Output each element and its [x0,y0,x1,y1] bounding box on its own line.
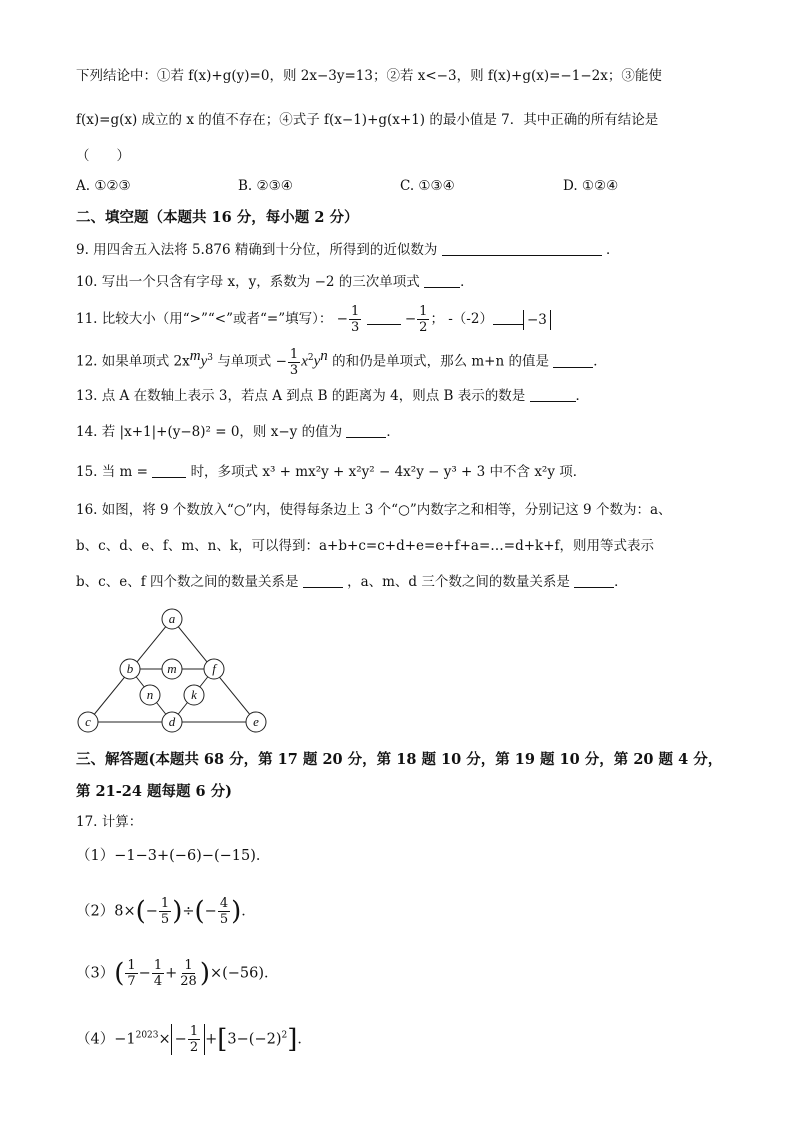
q16-line3: b、c、e、f 四个数之间的数量关系是 ，a、m、d 三个数之间的数量关系是 ． [76,574,628,590]
q17-part2: （2）8×(− $\frac{1}{5}$ )÷(− $\frac{4}{5}$ )． [76,896,256,927]
node-label-c: c [85,714,91,729]
option-c[interactable]: C. ①③④ [400,178,455,194]
fraction-1-2: $\frac{1}{2}$ [419,304,428,335]
q8-answer-paren: （ ） [76,148,130,164]
fraction-1-3b: $\frac{1}{3}$ [289,346,299,378]
q15-blank[interactable] [152,463,186,478]
q17-part3: （3）( $\frac{1}{7}$ − $\frac{1}{4}$ + $\frac{1}{28}$ )×(−56)． [76,958,279,989]
q10-blank[interactable] [424,273,460,288]
q9-blank[interactable] [442,241,602,256]
option-d[interactable]: D. ①②④ [563,178,619,194]
part2-label: （2） [76,903,115,920]
part1-expr: −1−3+(−6)−(−15)． [114,848,271,864]
q15-text-b: 时，多项式 x³ + mx²y + x²y² − 4x²y − y³ + 3 中不含 x²y 项． [190,464,587,480]
section3-heading-1: 三、解答题(本题共 68 分，第 17 题 20 分，第 18 题 10 分，第 19 题 10 分，第 20 题 4 分， [76,751,723,768]
node-label-m: m [167,661,177,676]
section3-heading-2: 第 21-24 题每题 6 分) [76,783,233,800]
option-a[interactable]: A. ①②③ [76,178,131,194]
q10-text: 10. 写出一个只含有字母 x，y，系数为 −2 的三次单项式 [76,274,420,290]
part1-label: （1） [76,848,115,864]
q15-text-a: 15. 当 m = [76,464,148,480]
q8-line1: 下列结论中：①若 f(x)+g(y)=0，则 2x−3y=13；②若 x<−3，则 f(x)+g(x)=−1−2x；③能使 [76,68,662,84]
fraction-1-3: $\frac{1}{3}$ [350,304,360,335]
q14-text: 14. 若 |x+1|+(y−8)² = 0，则 x−y 的值为 [76,424,343,440]
q16-blank-2[interactable] [574,573,614,588]
node-label-k: k [191,687,197,702]
q9: 9. 用四舍五入法将 5.876 精确到十分位，所得到的近似数为 ． [76,242,620,258]
part4-label: （4） [76,1031,115,1048]
q12-text-b: 与单项式 [217,353,272,370]
q12-text-a: 12. 如果单项式 2x [76,353,190,370]
part3-label: （3） [76,965,115,982]
q8-line2: f(x)=g(x) 成立的 x 的值不存在；④式子 f(x−1)+g(x+1) 的最小值是 7．其中正确的所有结论是 [76,112,659,128]
q12: 12. 如果单项式 $2x^my^3$ 与单项式 − $\frac{1}{3}$ $x^2y^n$ 的和仍是单项式，那么 m+n 的值是 ． [76,346,607,378]
q10: 10. 写出一个只含有字母 x，y，系数为 −2 的三次单项式 ． [76,274,474,290]
q16-blank-1[interactable] [303,573,343,588]
q11-text: 11. 比较大小（用“>”“<”或者“=”填写）： [76,311,333,327]
q9-text: 9. 用四舍五入法将 5.876 精确到十分位，所得到的近似数为 [76,242,438,258]
node-label-d: d [168,714,176,729]
q16-text-b: ，a、m、d 三个数之间的数量关系是 [347,574,570,590]
q15 [76,462,586,482]
node-label-a: a [168,611,176,626]
q13: 13. 点 A 在数轴上表示 3，若点 A 到点 B 的距离为 4，则点 B 表示的数是 ． [76,388,589,404]
q11-blank-2[interactable] [493,310,523,325]
q13-blank[interactable] [530,387,576,402]
q16-line1: 16. 如图，将 9 个数放入“○”内，使得每条边上 3 个“○”内数字之和相等，分别记这 9 个数为：a、 [76,502,672,518]
q17-part1 [76,846,270,866]
q16-text-a: b、c、e、f 四个数之间的数量关系是 [76,574,299,590]
q12-blank[interactable] [553,353,593,368]
q11-blank-1[interactable] [367,310,401,325]
option-b[interactable]: B. ②③④ [238,178,293,194]
node-label-b: b [126,661,134,676]
node-label-f: f [212,661,216,676]
triangle-diagram [74,605,274,737]
q17-part4: $(4)-1^{2023}\times$ − $\frac{1}{2}$ $+[3-(-2)^2]$． [76,1024,312,1055]
node-label-e: e [253,714,259,729]
q13-text: 13. 点 A 在数轴上表示 3，若点 A 到点 B 的距离为 4，则点 B 表示的数是 [76,388,526,404]
section2-heading: 二、填空题（本题共 16 分，每小题 2 分） [76,209,359,226]
node-label-n: n [146,687,154,702]
q11: 11. 比较大小（用“>”“<”或者“=”填写）： − $\frac{1}{3}$ − $\frac{1}{2}$ ； -（-2） −3 [76,304,551,335]
q16-line2: b、c、d、e、f、m、n、k，可以得到：a+b+c=c+d+e=e+f+a=…=d+k+f，则用等式表示 [76,538,655,554]
q14-blank[interactable] [346,423,386,438]
q14: 14. 若 |x+1|+(y−8)² = 0，则 x−y 的值为 ． [76,424,400,440]
q12-text-c: 的和仍是单项式，那么 m+n 的值是 [332,353,549,370]
q17-title: 17. 计算： [76,814,143,830]
